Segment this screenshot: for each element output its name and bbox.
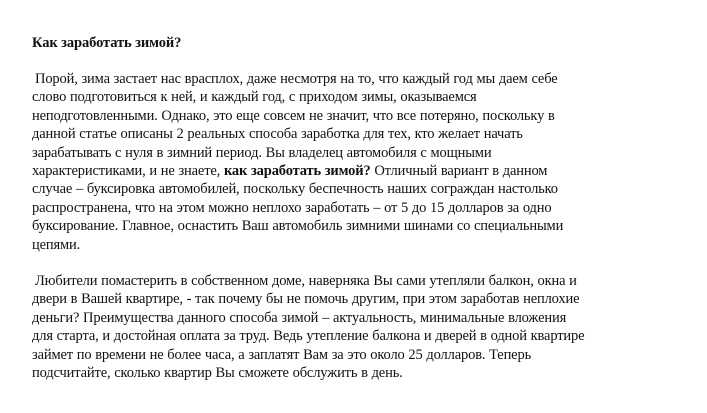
paragraph-line: распространена, что на этом можно неплохо заработать – от 5 до 15 долларов за одно bbox=[32, 199, 552, 216]
paragraph-line: данной статье описаны 2 реальных способа заработка для тех, кто желает начать bbox=[32, 126, 523, 143]
paragraph-insulation bbox=[32, 272, 672, 382]
paragraph-line: двери в Вашей квартире, - так почему бы не помочь другим, при этом заработав неплохие bbox=[32, 291, 580, 308]
line-text: характеристиками, и не знаете, bbox=[32, 163, 224, 180]
paragraph-towing bbox=[32, 70, 672, 254]
paragraph-line: буксирование. Главное, оснастить Ваш автомобиль зимними шинами со специальными bbox=[32, 218, 564, 235]
paragraph-line: неподготовленными. Однако, это еще совсем не значит, что все потеряно, поскольку в bbox=[32, 107, 555, 124]
paragraph-line: Любители помастерить в собственном доме, наверняка Вы сами утепляли балкон, окна и bbox=[35, 273, 577, 289]
paragraph-line bbox=[32, 162, 672, 180]
line-text: Отличный вариант в данном bbox=[370, 163, 548, 180]
paragraph-line: зарабатывать с нуля в зимний период. Вы владелец автомобиля с мощными bbox=[32, 144, 492, 161]
paragraph-line: для старта, и достойная оплата за труд. Ведь утепление балкона и дверей в одной квартире bbox=[32, 328, 585, 345]
paragraph-line: цепями. bbox=[32, 236, 81, 253]
bold-phrase: как заработать зимой? bbox=[223, 163, 371, 180]
paragraph-line: слово подготовиться к ней, и каждый год, с приходом зимы, оказываемся bbox=[32, 89, 477, 106]
article-title: Как заработать зимой? bbox=[32, 35, 182, 51]
paragraph-line: деньги? Преимущества данного способа зимой – актуальность, минимальные вложения bbox=[32, 309, 567, 326]
paragraph-line: случае – буксировка автомобилей, поскольку беспечность наших сограждан настолько bbox=[32, 181, 558, 198]
paragraph-line: займет по времени не более часа, а заплатят Вам за это около 25 долларов. Теперь bbox=[32, 346, 532, 363]
paragraph-line: Порой, зима застает нас врасплох, даже несмотря на то, что каждый год мы даем себе bbox=[35, 71, 558, 87]
paragraph-line: подсчитайте, сколько квартир Вы сможете обслужить в день. bbox=[32, 365, 403, 382]
